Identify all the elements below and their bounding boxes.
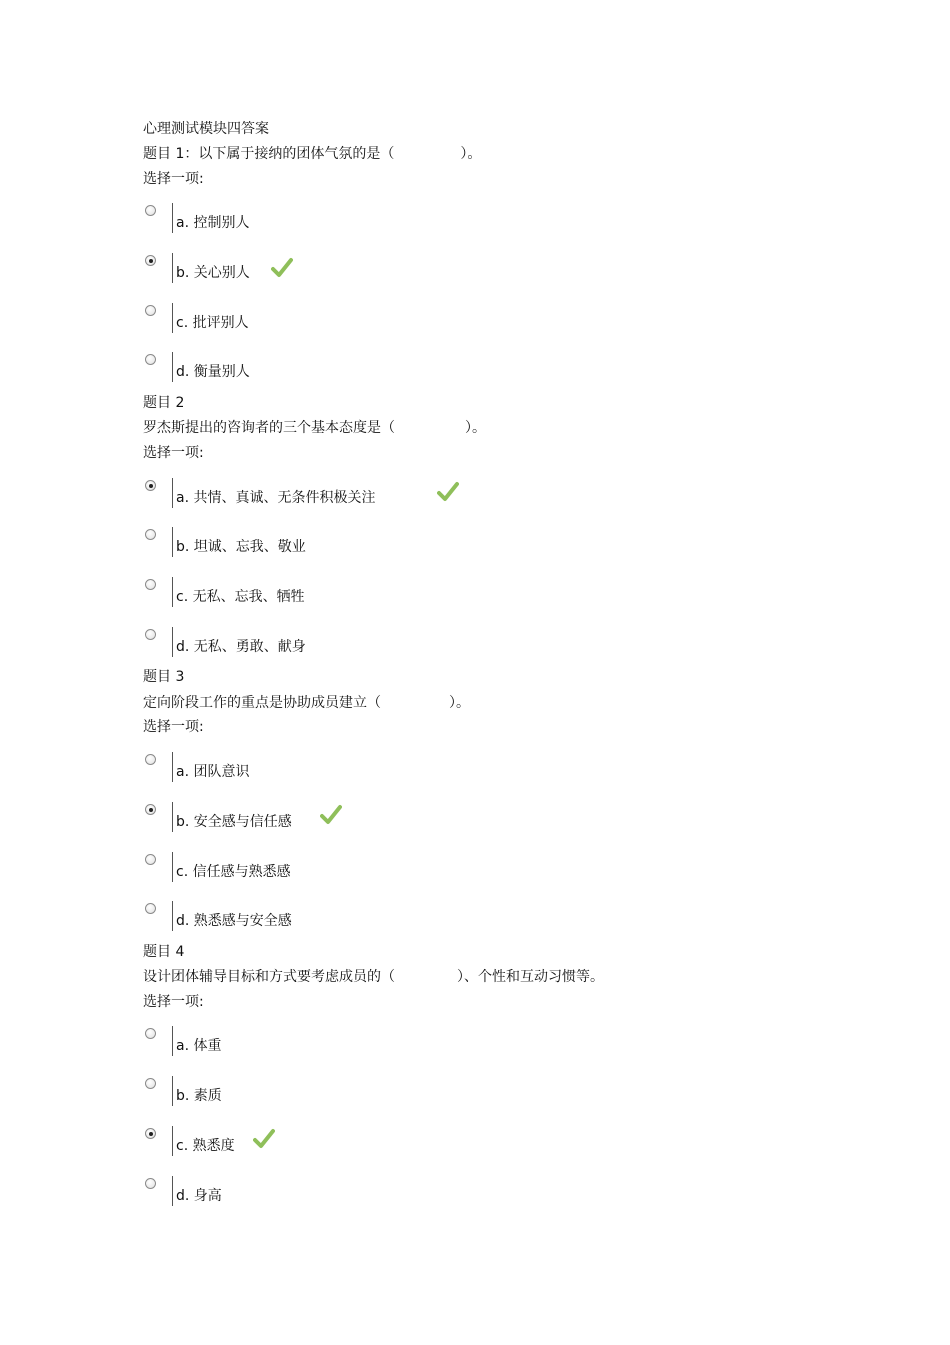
option-divider [172,1176,173,1206]
question-1-prompt: 选择一项: [143,171,204,187]
option-divider [172,1026,173,1056]
question-2-header: 题目 2 [143,395,185,411]
question-1-option-d[interactable] [143,352,743,384]
option-divider [172,577,173,607]
question-3-stem-text: 定向阶段工作的重点是协助成员建立（ [143,695,381,711]
checkmark-icon [437,481,459,503]
radio-button-icon[interactable] [145,529,156,540]
question-4-stem [143,968,604,986]
option-label: a. 团队意识 [176,764,250,780]
question-1-option-c[interactable] [143,303,743,335]
question-4-prompt: 选择一项: [143,994,204,1010]
option-divider [172,478,173,508]
question-3-option-d[interactable] [143,901,743,933]
option-divider [172,352,173,382]
radio-button-icon[interactable] [145,354,156,365]
option-label: b. 坦诚、忘我、敬业 [176,539,306,555]
question-2-stem-tail: ）。 [465,420,486,436]
checkmark-icon [271,257,293,279]
question-3-option-b[interactable] [143,802,743,834]
option-label: d. 身高 [176,1188,222,1204]
question-4-header: 题目 4 [143,944,185,960]
question-1-option-a[interactable] [143,203,743,235]
radio-button-icon[interactable] [145,629,156,640]
radio-button-icon[interactable] [145,903,156,914]
option-label: d. 衡量别人 [176,364,250,380]
radio-button-icon[interactable] [145,1078,156,1089]
option-divider [172,752,173,782]
radio-button-icon[interactable] [145,754,156,765]
question-3-header: 题目 3 [143,669,185,685]
question-1-header-text: 题目 1：以下属于接纳的团体气氛的是（ [143,146,395,162]
option-divider [172,627,173,657]
question-2-prompt: 选择一项: [143,445,204,461]
radio-button-icon[interactable] [145,205,156,216]
radio-button-icon[interactable] [145,854,156,865]
option-divider [172,527,173,557]
option-divider [172,802,173,832]
option-divider [172,1126,173,1156]
option-label: b. 素质 [176,1088,222,1104]
question-3-stem [143,694,470,712]
option-divider [172,901,173,931]
question-4-option-d[interactable] [143,1176,743,1208]
option-label: c. 信任感与熟悉感 [176,864,291,880]
option-label: d. 无私、勇敢、献身 [176,639,306,655]
option-label: b. 关心别人 [176,265,250,281]
option-divider [172,1076,173,1106]
radio-button-icon[interactable] [145,579,156,590]
question-3-prompt: 选择一项: [143,719,204,735]
question-4-option-b[interactable] [143,1076,743,1108]
question-4-stem-tail: ）、个性和互动习惯等。 [457,969,604,985]
radio-button-icon[interactable] [145,305,156,316]
option-label: a. 体重 [176,1038,222,1054]
question-1-header-tail: ）。 [460,146,482,162]
question-1-option-b[interactable] [143,253,743,285]
checkmark-icon [320,804,342,826]
question-3-option-a[interactable] [143,752,743,784]
question-2-stem [143,419,486,437]
question-4-option-c[interactable] [143,1126,743,1158]
option-label: c. 批评别人 [176,315,249,331]
checkmark-icon [253,1128,275,1150]
radio-button-icon[interactable] [145,480,156,491]
option-label: a. 控制别人 [176,215,250,231]
option-divider [172,203,173,233]
question-2-stem-text: 罗杰斯提出的咨询者的三个基本态度是（ [143,420,395,436]
option-divider [172,253,173,283]
question-4-option-a[interactable] [143,1026,743,1058]
question-3-option-c[interactable] [143,852,743,884]
question-2-option-a[interactable] [143,478,743,510]
radio-button-icon[interactable] [145,1128,156,1139]
option-label: b. 安全感与信任感 [176,814,292,830]
question-2-option-b[interactable] [143,527,743,559]
option-label: a. 共情、真诚、无条件积极关注 [176,490,376,506]
option-label: d. 熟悉感与安全感 [176,913,292,929]
question-3-stem-tail: ）。 [449,695,470,711]
radio-button-icon[interactable] [145,804,156,815]
radio-button-icon[interactable] [145,1028,156,1039]
option-divider [172,303,173,333]
question-2-option-c[interactable] [143,577,743,609]
option-divider [172,852,173,882]
question-1-header [143,145,481,163]
option-label: c. 熟悉度 [176,1138,235,1154]
question-2-option-d[interactable] [143,627,743,659]
radio-button-icon[interactable] [145,1178,156,1189]
question-4-stem-text: 设计团体辅导目标和方式要考虑成员的（ [143,969,395,985]
page-title: 心理测试模块四答案 [143,121,269,137]
radio-button-icon[interactable] [145,255,156,266]
option-label: c. 无私、忘我、牺牲 [176,589,305,605]
